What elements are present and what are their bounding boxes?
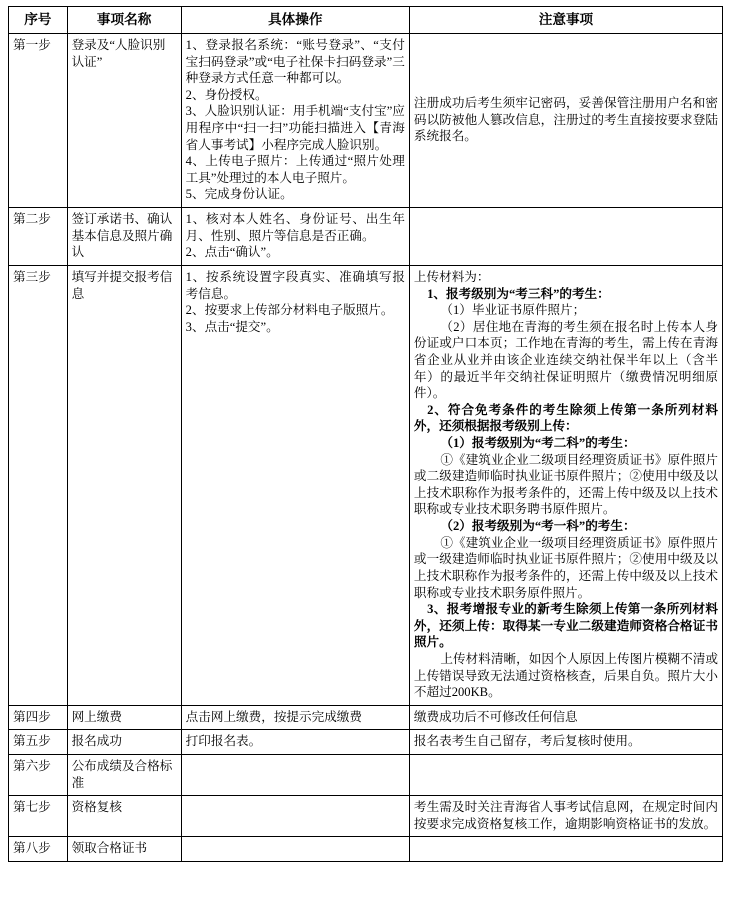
table-row xyxy=(9,837,723,862)
empty-operations xyxy=(186,840,405,854)
note-line: 考生需及时关注青海省人事考试信息网，在规定时间内按要求完成资格复核工作，逾期影响资格证书的发放。 xyxy=(413,800,718,831)
row-operations xyxy=(181,730,409,755)
note-line: 报名表考生自己留存，考后复核时使用。 xyxy=(413,734,641,749)
row-item-name: 网上缴费 xyxy=(67,705,181,730)
header-item-name: 事项名称 xyxy=(67,7,181,34)
note-line: 上传材料为： xyxy=(413,269,490,284)
table-row xyxy=(9,730,723,755)
note-line: （2）报考级别为“考一科”的考生： xyxy=(440,519,636,534)
operation-line: 2、按要求上传部分材料电子版照片。 xyxy=(185,303,394,318)
header-serial: 序号 xyxy=(9,7,68,34)
table-row xyxy=(9,754,723,795)
operation-line: 4、上传电子照片：上传通过“照片处理工具”处理过的本人电子照片。 xyxy=(185,154,405,185)
operation-line: 3、人脸识别认证：用手机端“支付宝”应用程序中“扫一扫”功能扫描进入【青海省人事考试】小程序完成人脸识别。 xyxy=(185,104,405,152)
row-item-name: 填写并提交报考信息 xyxy=(67,265,181,705)
operation-line: 3、点击“提交”。 xyxy=(185,319,279,334)
row-step: 第二步 xyxy=(9,208,68,266)
row-step: 第八步 xyxy=(9,837,68,862)
row-step: 第一步 xyxy=(9,34,68,208)
row-step: 第四步 xyxy=(9,705,68,730)
row-operations xyxy=(181,796,409,837)
note-line: 注册成功后考生须牢记密码，妥善保管注册用户名和密码以防被他人篡改信息，注册过的考生直接按要求登陆系统报名。 xyxy=(413,96,718,144)
note-line: 2、符合免考条件的考生除须上传第一条所列材料外，还须根据报考级别上传： xyxy=(413,402,718,434)
row-item-name: 登录及“人脸识别认证” xyxy=(67,34,181,208)
row-step: 第三步 xyxy=(9,265,68,705)
row-step: 第六步 xyxy=(9,754,68,795)
table-row xyxy=(9,705,723,730)
row-step: 第七步 xyxy=(9,796,68,837)
row-operations xyxy=(181,754,409,795)
row-item-name: 资格复核 xyxy=(67,796,181,837)
procedure-table xyxy=(8,6,723,862)
operation-line: 1、核对本人姓名、身份证号、出生年月、性别、照片等信息是否正确。 xyxy=(185,212,405,243)
table-header-row xyxy=(9,7,723,34)
note-line: 上传材料清晰，如因个人原因上传图片模糊不清或上传错误导致无法通过资格核查，后果自负。照片大小不超过200KB。 xyxy=(413,651,718,700)
row-operations xyxy=(181,705,409,730)
operation-line: 1、按系统设置字段真实、准确填写报考信息。 xyxy=(185,269,405,301)
row-notes xyxy=(409,837,722,862)
row-operations xyxy=(181,34,409,208)
operation-line: 2、身份授权。 xyxy=(185,87,268,102)
note-line: 3、报考增报专业的新考生除须上传第一条所列材料外，还须上传：取得某一专业二级建造师资格合格证书照片。 xyxy=(413,602,718,650)
table-row xyxy=(9,208,723,266)
table-row xyxy=(9,796,723,837)
row-notes xyxy=(409,34,722,208)
row-notes xyxy=(409,705,722,730)
table-row xyxy=(9,265,723,705)
row-step: 第五步 xyxy=(9,730,68,755)
empty-operations xyxy=(186,758,405,772)
row-operations xyxy=(181,208,409,266)
row-notes xyxy=(409,730,722,755)
note-line: （1）毕业证书原件照片； xyxy=(440,303,586,318)
row-notes-rich xyxy=(409,265,722,705)
row-item-name: 领取合格证书 xyxy=(67,837,181,862)
note-line: （2）居住地在青海的考生须在报名时上传本人身份证或户口本页；工作地在青海的考生，需上传在青海省企业从业并由该企业连续交纳社保半年以上（含半年）的最近半年交纳社保证明照片（缴费情况明细原件）。 xyxy=(413,319,718,401)
header-operations: 具体操作 xyxy=(181,7,409,34)
note-line: ①《建筑业企业二级项目经理资质证书》原件照片或二级建造师临时执业证书原件照片；②使用中级及以上技术职称作为报考条件的，还需上传中级及以上技术职称或专业技术职务聘书原件照片。 xyxy=(413,452,718,517)
empty-operations xyxy=(186,799,405,813)
note-line: （1）报考级别为“考二科”的考生： xyxy=(440,436,636,451)
row-item-name: 签订承诺书、确认基本信息及照片确认 xyxy=(67,208,181,266)
operation-line: 打印报名表。 xyxy=(185,734,262,749)
note-line: 缴费成功后不可修改任何信息 xyxy=(413,709,578,724)
row-notes xyxy=(409,208,722,266)
operation-line: 1、登录报名系统：“账号登录”、“支付宝扫码登录”或“电子社保卡扫码登录”三种登录方式任意一种都可以。 xyxy=(185,38,405,86)
row-operations xyxy=(181,265,409,705)
empty-notes xyxy=(414,758,718,772)
row-item-name: 报名成功 xyxy=(67,730,181,755)
empty-notes xyxy=(414,840,718,854)
table-row xyxy=(9,34,723,208)
empty-notes xyxy=(414,211,718,225)
row-notes xyxy=(409,796,722,837)
note-line: ①《建筑业企业一级项目经理资质证书》原件照片或一级建造师临时执业证书原件照片；②使用中级及以上技术职称作为报考条件的，还需上传中级及以上技术职称或专业技术职务原件照片。 xyxy=(413,535,718,600)
row-operations xyxy=(181,837,409,862)
note-line: 1、报考级别为“考三科”的考生： xyxy=(427,286,610,301)
header-notes: 注意事项 xyxy=(409,7,722,34)
row-item-name: 公布成绩及合格标准 xyxy=(67,754,181,795)
operation-line: 点击网上缴费，按提示完成缴费 xyxy=(185,709,362,724)
row-notes xyxy=(409,754,722,795)
operation-line: 2、点击“确认”。 xyxy=(185,245,279,260)
operation-line: 5、完成身份认证。 xyxy=(185,187,293,202)
